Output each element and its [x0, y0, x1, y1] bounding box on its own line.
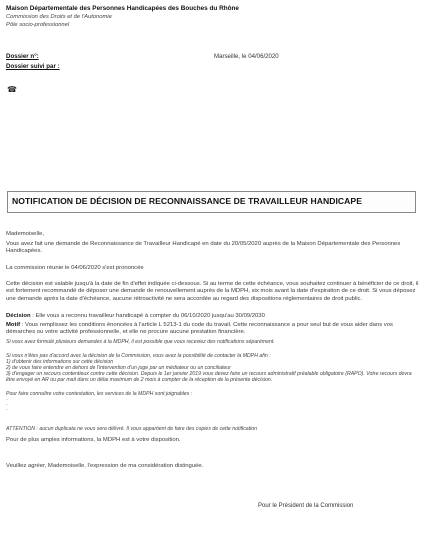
disagreement-intro: Si vous n'êtes pas d'accord avec la décision de la Commission, vous avez la possibilité de contacter la MDPH afin : [6, 353, 271, 359]
decision-label: Décision [6, 313, 31, 319]
salutation: Mademoiselle, [6, 231, 44, 237]
place-date: Marseille, le 04/06/2020 [214, 53, 279, 60]
closing-formula: Veuillez agréer, Mademoiselle, l'expression de ma considération distinguée. [6, 463, 204, 469]
motif-label: Motif [6, 322, 21, 328]
dossier-followed-label: Dossier suivi par : [6, 63, 60, 70]
contestation-note: Pour faire connaître votre contestation, les services de la MDPH sont joignables : [6, 391, 193, 397]
organization-name: Maison Départementale des Personnes Handicapées des Bouches du Rhône [6, 5, 239, 12]
commission-name: Commission des Droits et de l'Autonomie [6, 14, 112, 20]
dossier-number-label: Dossier n°: [6, 53, 39, 60]
attention-note: ATTENTION : aucun duplicata ne vous sera délivré. Il vous appartient de faire des copies de cette notification [6, 426, 258, 432]
decision-text: : Elle vous a reconnu travailleur handicapé à compter du 06/10/2020 jusqu'au 30/09/2030 [32, 313, 265, 319]
option-2: 2) de vous faire entendre en dehors de l'intervention d'un juge par un médiateur ou un conciliateur [6, 365, 231, 371]
notification-title: NOTIFICATION DE DÉCISION DE RECONNAISSANCE DE TRAVAILLEUR HANDICAPE [12, 196, 362, 206]
option-3: 3) d'engager un recours contentieux contre cette décision. Depuis le 1er janvier 2019 vous devez faire un recours administratif préalable obligatoire (RAPO). Votre recours devra être envoyé en AR ou par mail dans un délai maximum de 2 mois à compter de la réception de la présente décision. [6, 371, 412, 384]
telephone-icon: ☎ [7, 85, 17, 94]
department-name: Pôle socio-professionnel [6, 22, 70, 28]
multiple-requests-note: Si vous avez formulé plusieurs demandes à la MDPH, il est possible que vous receviez des notifications séparément. [6, 339, 275, 345]
more-info: Pour de plus amples informations, la MDPH est à votre disposition. [6, 437, 181, 443]
intro-paragraph: Vous avez fait une demande de Reconnaissance de Travailleur Handicapé en date du 20/05/2020 auprès de la Maison Départementale des Personnes Handicapées. [6, 241, 401, 255]
motif-text: : Vous remplissez les conditions énoncées à l'article L 5213-1 du code du travail. Cette reconnaissance a pour seul but de vous aider dans vos démarches ou votre activité professionnelle, et elle ne procure aucune prestation financière. [6, 322, 393, 336]
commission-meeting: La commission réunie le 04/06/2020 s'est prononcée [6, 265, 144, 271]
contact-bullets: · · · [6, 397, 8, 413]
signature-line: Pour le Président de la Commission [258, 503, 354, 509]
motif-paragraph [6, 322, 419, 337]
option-1: 1) d'obtenir des informations sur cette décision [6, 359, 114, 365]
validity-paragraph: Cette décision est valable jusqu'à la date de fin d'effet indiquée ci-dessous. Si au terme de cette échéance, vous souhaitez continuer à bénéficier de ce droit, il est fortement recommandé de déposer une demande de renouvellement auprès de la MDPH, six mois avant la date d'expiration de ce droit. Si vous déposez une demande après la date d'échéance, aucune rétroactivité ne sera accordée au regard des dispositions réglementaires de droit public. [6, 281, 419, 302]
decision-line [6, 313, 419, 320]
